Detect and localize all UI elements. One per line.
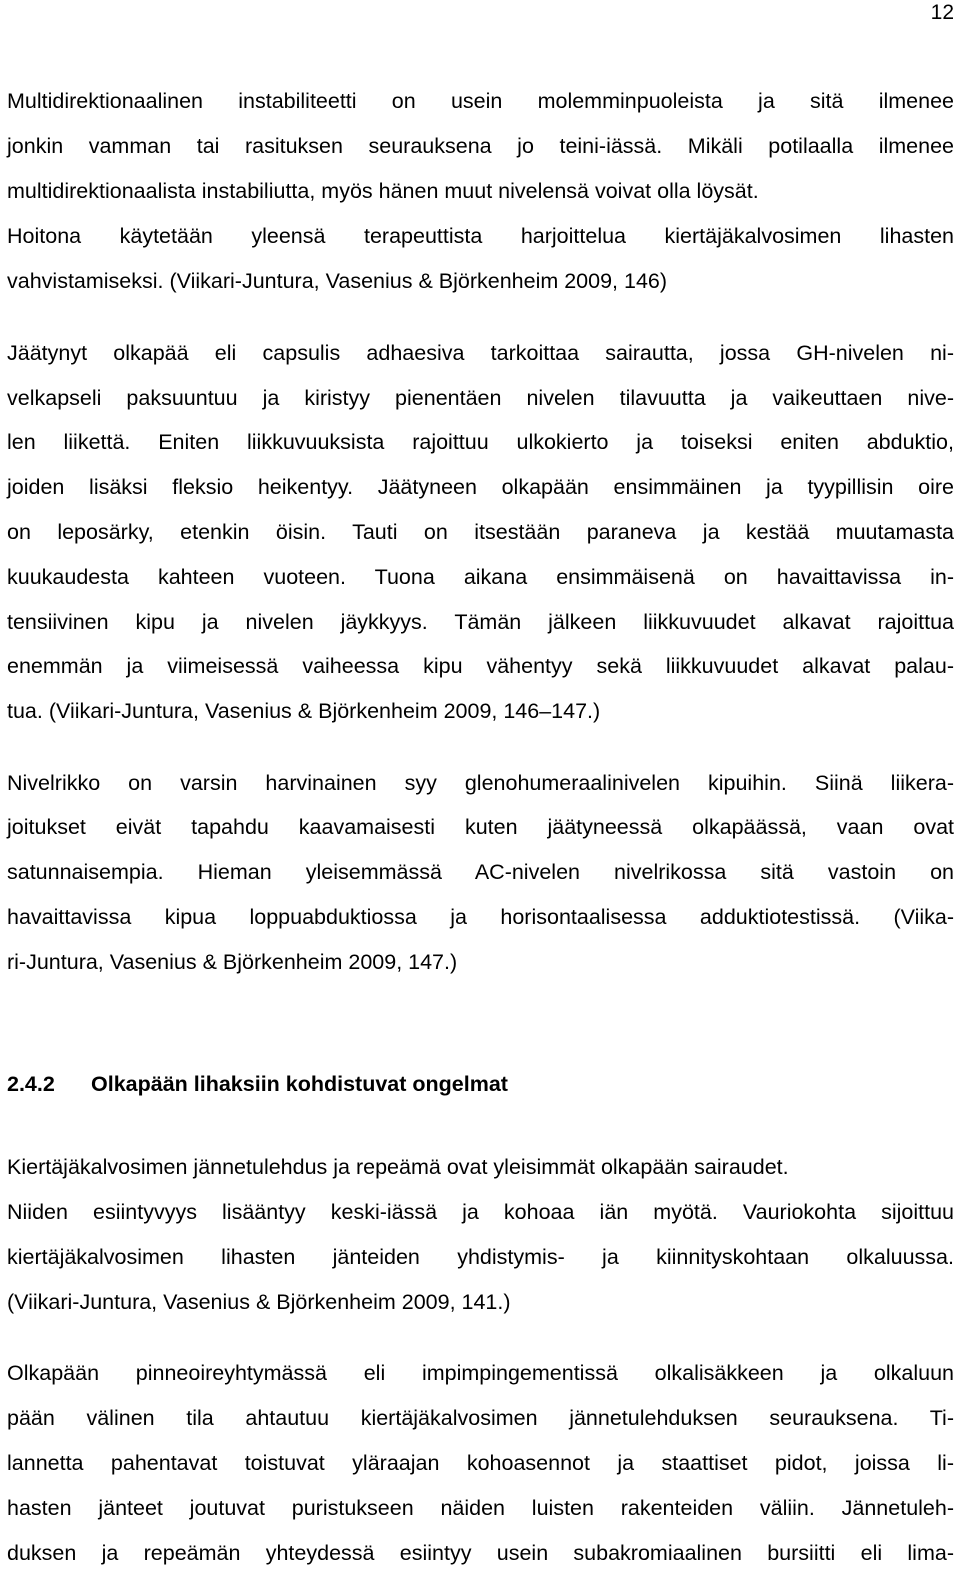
text-line: velkapseli paksuuntuu ja kiristyy pienentäen nivelen tilavuutta ja vaikeuttaen nive- — [7, 386, 954, 410]
section-number: 2.4.2 — [7, 1072, 55, 1096]
text-line: lannetta pahentavat toistuvat yläraajan kohoasennot ja staattiset pidot, joissa li- — [7, 1451, 954, 1475]
text-line: Hoitona käytetään yleensä terapeuttista harjoittelua kiertäjäkalvosimen lihasten — [7, 224, 954, 248]
text-line: Jäätynyt olkapää eli capsulis adhaesiva tarkoittaa sairautta, jossa GH-nivelen ni- — [7, 341, 954, 365]
text-line: on leposärky, etenkin öisin. Tauti on itsestään paraneva ja kestää muutamasta — [7, 520, 954, 544]
text-line: hasten jänteet joutuvat puristukseen näiden luisten rakenteiden väliin. Jännetuleh- — [7, 1496, 954, 1520]
text-line: duksen ja repeämän yhteydessä esiintyy usein subakromiaalinen bursiitti eli lima- — [7, 1541, 954, 1565]
text-line: enemmän ja viimeisessä vaiheessa kipu vähentyy sekä liikkuvuudet alkavat palau- — [7, 654, 954, 678]
text-line: Niiden esiintyvyys lisääntyy keski-iässä ja kohoaa iän myötä. Vauriokohta sijoittuu — [7, 1200, 954, 1224]
text-line: pään välinen tila ahtautuu kiertäjäkalvosimen jännetulehduksen seurauksena. Ti- — [7, 1406, 954, 1430]
text-line: tensiivinen kipu ja nivelen jäykkyys. Tämän jälkeen liikkuvuudet alkavat rajoittua — [7, 610, 954, 634]
text-line: (Viikari-Juntura, Vasenius & Björkenheim 2009, 141.) — [7, 1290, 511, 1314]
text-line: joitukset eivät tapahdu kaavamaisesti kuten jäätyneessä olkapäässä, vaan ovat — [7, 815, 954, 839]
section-title: Olkapään lihaksiin kohdistuvat ongelmat — [91, 1072, 508, 1096]
text-line: Nivelrikko on varsin harvinainen syy glenohumeraalinivelen kipuihin. Siinä liikera- — [7, 771, 954, 795]
text-line: ri-Juntura, Vasenius & Björkenheim 2009, 147.) — [7, 950, 458, 974]
page-number: 12 — [930, 1, 954, 24]
text-line: vahvistamiseksi. (Viikari-Juntura, Vasenius & Björkenheim 2009, 146) — [7, 269, 668, 293]
text-line: multidirektionaalista instabiliutta, myös hänen muut nivelensä voivat olla löysät. — [7, 179, 759, 203]
text-line: len liikettä. Eniten liikkuvuuksista rajoittuu ulkokierto ja toiseksi eniten abduktio, — [7, 430, 954, 454]
text-line: tua. (Viikari-Juntura, Vasenius & Björkenheim 2009, 146–147.) — [7, 699, 601, 723]
text-line: kuukaudesta kahteen vuoteen. Tuona aikana ensimmäisenä on havaittavissa in- — [7, 565, 954, 589]
text-line: Olkapään pinneoireyhtymässä eli impimpingementissä olkalisäkkeen ja olkaluun — [7, 1361, 954, 1385]
section-heading — [7, 1069, 508, 1099]
text-line: Kiertäjäkalvosimen jännetulehdus ja repeämä ovat yleisimmät olkapään sairaudet. — [7, 1155, 789, 1179]
text-line: Multidirektionaalinen instabiliteetti on usein molemminpuoleista ja sitä ilmenee — [7, 89, 954, 113]
text-line: satunnaisempia. Hieman yleisemmässä AC-nivelen nivelrikossa sitä vastoin on — [7, 860, 954, 884]
text-line: jonkin vamman tai rasituksen seurauksena jo teini-iässä. Mikäli potilaalla ilmenee — [7, 134, 954, 158]
text-line: joiden lisäksi fleksio heikentyy. Jäätyneen olkapään ensimmäinen ja tyypillisin oire — [7, 475, 954, 499]
text-line: kiertäjäkalvosimen lihasten jänteiden yhdistymis- ja kiinnityskohtaan olkaluussa. — [7, 1245, 954, 1269]
text-line: havaittavissa kipua loppuabduktiossa ja horisontaalisessa adduktiotestissä. (Viika- — [7, 905, 954, 929]
